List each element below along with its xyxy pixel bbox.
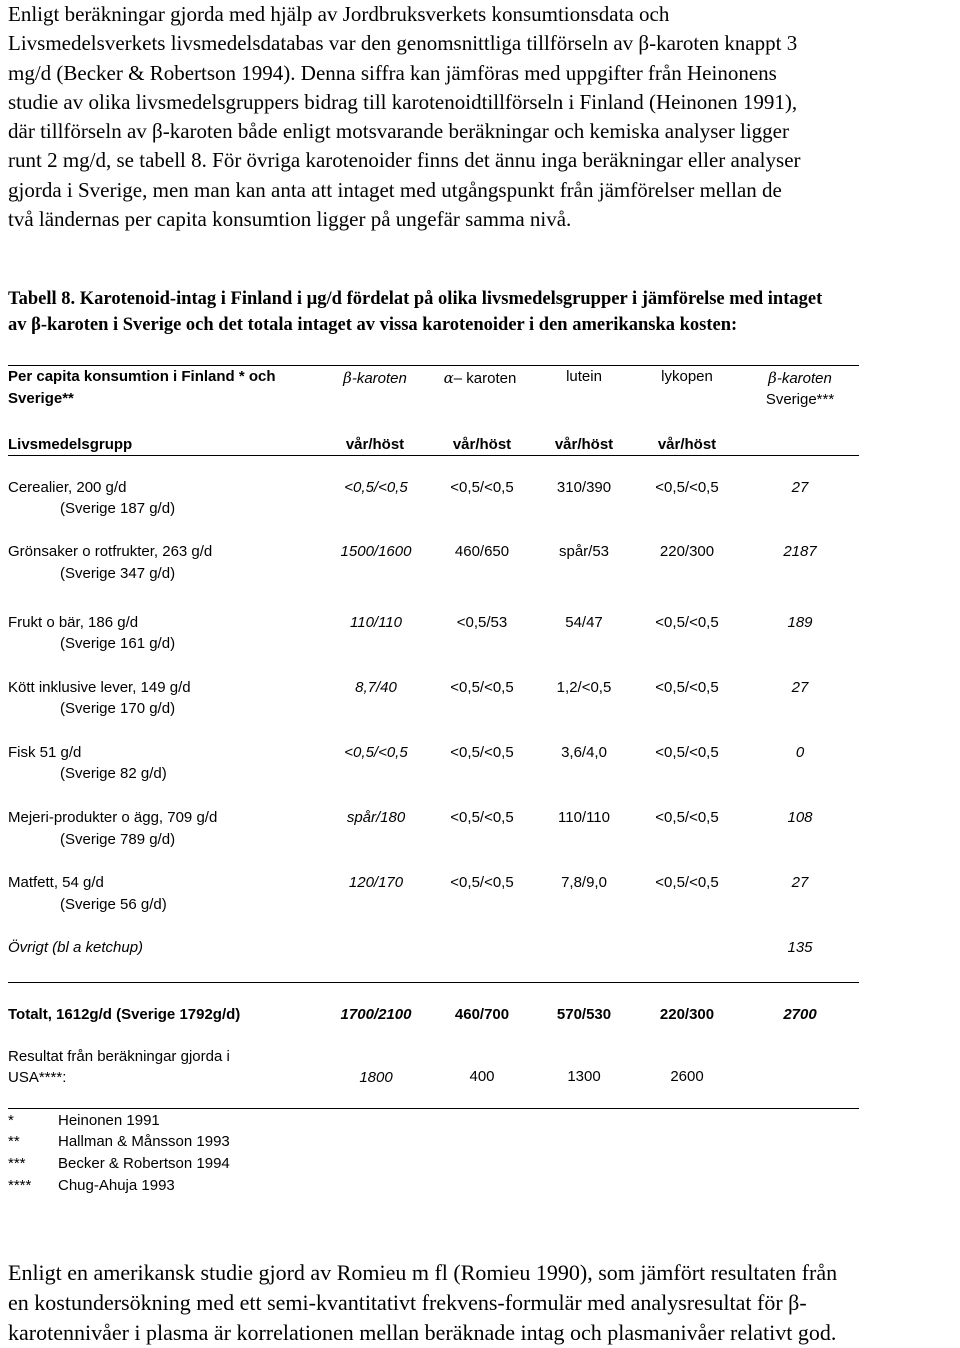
- cell-lykopen: 220/300: [659, 1006, 715, 1023]
- cell-sweden-beta: 108: [787, 809, 813, 826]
- cell-beta: spår/180: [346, 809, 406, 826]
- row-usa-line1: Resultat från beräkningar gjorda i: [8, 1048, 230, 1065]
- header-lykopen: lykopen: [661, 368, 713, 385]
- row-group-name: Kött inklusive lever, 149 g/d: [8, 679, 191, 696]
- footnote-text: Chug-Ahuja 1993: [58, 1177, 175, 1194]
- row-group-sweden: (Sverige 789 g/d): [60, 831, 176, 848]
- header-sweden-beta-karoten: β-karoten: [768, 369, 832, 387]
- row-usa-line2: USA****:: [8, 1069, 67, 1086]
- row-group-sweden: (Sverige 161 g/d): [60, 635, 176, 652]
- header-consumption-line2: Sverige**: [8, 390, 74, 407]
- row-group-name: Fisk 51 g/d: [8, 744, 82, 761]
- row-group-sweden: (Sverige 82 g/d): [60, 765, 167, 782]
- cell-lutein: 110/110: [558, 809, 610, 826]
- cell-lykopen: <0,5/<0,5: [655, 874, 719, 891]
- cell-sweden-beta: 2700: [783, 1006, 817, 1023]
- cell-beta: 1800: [359, 1069, 393, 1086]
- outro-line: karotennivåer i plasma är korrelationen mellan beräknade intag och plasmanivåer relativt god.: [8, 1320, 837, 1345]
- cell-sweden-beta: 27: [791, 479, 809, 496]
- cell-lutein: spår/53: [558, 543, 610, 560]
- subheader-group: Livsmedelsgrupp: [8, 436, 133, 453]
- footnote-mark: **: [8, 1133, 20, 1150]
- cell-beta: 8,7/40: [355, 679, 397, 696]
- outro-line: en kostundersökning med ett semi-kvantitativt frekvens-formulär med analysresultat för β-: [8, 1290, 807, 1315]
- footnote-mark: *: [8, 1112, 14, 1129]
- header-lutein: lutein: [566, 368, 602, 385]
- cell-lutein: 310/390: [556, 479, 612, 496]
- cell-sweden-beta: 27: [791, 874, 809, 891]
- row-other-name: Övrigt (bl a ketchup): [8, 939, 144, 956]
- row-group-sweden: (Sverige 170 g/d): [60, 700, 176, 717]
- cell-lykopen: 220/300: [659, 543, 715, 560]
- cell-alpha: 400: [469, 1068, 495, 1085]
- caption-line: Tabell 8. Karotenoid-intag i Finland i µg/d fördelat på olika livsmedelsgrupper i jämförelse med intaget: [8, 289, 823, 309]
- header-sweden-label: Sverige***: [765, 391, 835, 408]
- subheader-season: vår/höst: [554, 436, 614, 453]
- cell-lykopen: <0,5/<0,5: [655, 479, 719, 496]
- intro-line: Enligt beräkningar gjorda med hjälp av Jordbruksverkets konsumtionsdata och: [8, 2, 670, 26]
- cell-sweden-beta: 2187: [783, 543, 817, 560]
- cell-lykopen: <0,5/<0,5: [655, 809, 719, 826]
- cell-beta: 1500/1600: [340, 543, 412, 560]
- beta-symbol: β: [343, 369, 352, 387]
- subheader-season: vår/höst: [657, 436, 717, 453]
- total-rule: [8, 982, 859, 983]
- intro-line: gjorda i Sverige, men man kan anta att intaget med utgångspunkt från jämförelser mellan de: [8, 177, 782, 202]
- cell-lutein: 7,8/9,0: [561, 874, 607, 891]
- cell-alpha: <0,5/53: [456, 614, 508, 631]
- beta-symbol: β: [768, 369, 777, 387]
- cell-alpha: 460/650: [454, 543, 510, 560]
- row-group-name: Matfett, 54 g/d: [8, 874, 104, 891]
- row-group-name: Cerealier, 200 g/d: [8, 479, 127, 496]
- footnote-text: Hallman & Månsson 1993: [58, 1133, 230, 1150]
- cell-beta: 1700/2100: [340, 1006, 412, 1023]
- row-group-name: Mejeri-produkter o ägg, 709 g/d: [8, 809, 218, 826]
- footnote-text: Becker & Robertson 1994: [58, 1155, 230, 1172]
- intro-line: mg/d (Becker & Robertson 1994). Denna siffra kan jämföras med uppgifter från Heinonens: [8, 60, 777, 85]
- subheader-season: vår/höst: [345, 436, 405, 453]
- intro-line: runt 2 mg/d, se tabell 8. För övriga karotenoider finns det ännu inga beräkningar eller analyser: [8, 148, 801, 173]
- intro-line: två ländernas per capita konsumtion ligger på ungefär samma nivå.: [8, 207, 572, 232]
- cell-beta: 120/170: [348, 874, 404, 891]
- row-total-name: Totalt, 1612g/d (Sverige 1792g/d): [8, 1006, 241, 1023]
- cell-lykopen: <0,5/<0,5: [655, 679, 719, 696]
- cell-alpha: <0,5/<0,5: [450, 809, 514, 826]
- header-alpha-karoten: α– karoten: [443, 369, 517, 387]
- alpha-symbol: α: [443, 369, 454, 387]
- row-group-sweden: (Sverige 347 g/d): [60, 565, 176, 582]
- cell-alpha: <0,5/<0,5: [450, 874, 514, 891]
- footnote-text: Heinonen 1991: [58, 1112, 160, 1129]
- cell-beta: <0,5/<0,5: [344, 479, 408, 496]
- cell-lykopen: <0,5/<0,5: [655, 614, 719, 631]
- outro-line: Enligt en amerikansk studie gjord av Romieu m fl (Romieu 1990), som jämfört resultaten från: [8, 1260, 838, 1285]
- cell-alpha: <0,5/<0,5: [450, 744, 514, 761]
- header-beta-karoten: β-karoten: [343, 369, 407, 387]
- header-consumption-line1: Per capita konsumtion i Finland * och: [8, 368, 276, 385]
- cell-sweden-beta: 189: [787, 614, 813, 631]
- cell-beta: 110/110: [350, 614, 402, 631]
- cell-lutein: 1300: [567, 1068, 601, 1085]
- cell-alpha: 460/700: [454, 1006, 510, 1023]
- intro-line: där tillförseln av β-karoten både enligt motsvarande beräkningar och kemiska analyser ligger: [8, 119, 789, 144]
- cell-beta: <0,5/<0,5: [344, 744, 408, 761]
- cell-sweden-beta: 27: [791, 679, 809, 696]
- row-group-name: Frukt o bär, 186 g/d: [8, 614, 139, 631]
- cell-alpha: <0,5/<0,5: [450, 479, 514, 496]
- row-group-sweden: (Sverige 56 g/d): [60, 896, 167, 913]
- intro-line: studie av olika livsmedelsgruppers bidrag till karotenoidtillförseln i Finland (Heinonen 1991),: [8, 89, 798, 114]
- table-top-rule: [8, 365, 859, 366]
- cell-lutein: 1,2/<0,5: [556, 679, 612, 696]
- cell-lutein: 54/47: [565, 614, 603, 631]
- footnote-mark: ***: [8, 1155, 26, 1172]
- subheader-season: vår/höst: [452, 436, 512, 453]
- table-bottom-rule: [8, 1108, 859, 1109]
- outro-paragraph: [8, 1258, 958, 1348]
- cell-alpha: <0,5/<0,5: [450, 679, 514, 696]
- caption-line: av β-karoten i Sverige och det totala intaget av vissa karotenoider i den amerikanska kosten:: [8, 315, 738, 335]
- cell-lutein: 570/530: [556, 1006, 612, 1023]
- cell-lutein: 3,6/4,0: [561, 744, 607, 761]
- cell-lykopen: 2600: [670, 1068, 704, 1085]
- row-group-name: Grönsaker o rotfrukter, 263 g/d: [8, 543, 213, 560]
- footnote-mark: ****: [8, 1177, 32, 1194]
- row-group-sweden: (Sverige 187 g/d): [60, 500, 176, 517]
- cell-sweden-beta: 135: [787, 939, 813, 956]
- cell-lykopen: <0,5/<0,5: [655, 744, 719, 761]
- subheader-rule: [8, 455, 859, 456]
- intro-line: Livsmedelsverkets livsmedelsdatabas var den genomsnittliga tillförseln av β-karoten knappt 3: [8, 31, 798, 56]
- cell-sweden-beta: 0: [795, 744, 805, 761]
